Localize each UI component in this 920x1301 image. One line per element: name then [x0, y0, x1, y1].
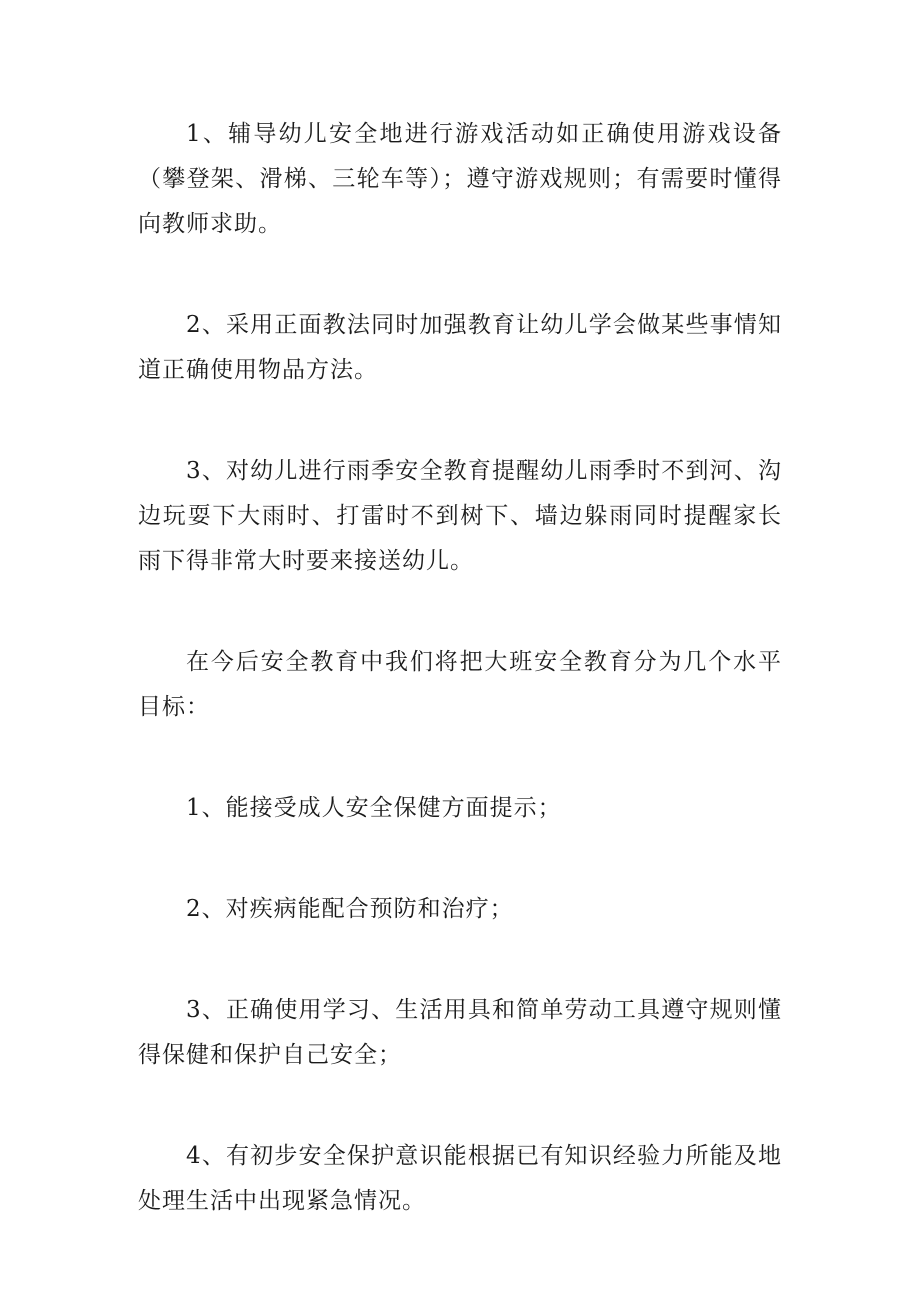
paragraph-goal-3: 3、正确使用学习、生活用具和简单劳动工具遵守规则懂得保健和保护自己安全； — [138, 997, 782, 1068]
paragraph-goals-intro: 在今后安全教育中我们将把大班安全教育分为几个水平目标： — [138, 649, 782, 720]
paragraph-positive-teaching: 2、采用正面教法同时加强教育让幼儿学会做某些事情知道正确使用物品方法。 — [138, 312, 782, 383]
paragraph-rainy-season-safety: 3、对幼儿进行雨季安全教育提醒幼儿雨季时不到河、沟边玩耍下大雨时、打雷时不到树下、墙边躲雨同时提醒家长雨下得非常大时要来接送幼儿。 — [138, 458, 782, 574]
paragraph-goal-4: 4、有初步安全保护意识能根据已有知识经验力所能及地处理生活中出现紧急情况。 — [138, 1143, 782, 1214]
paragraph-goal-1: 1、能接受成人安全保健方面提示； — [186, 795, 562, 821]
paragraph-goal-2: 2、对疾病能配合预防和治疗； — [186, 896, 514, 922]
paragraph-guide-play-safety: 1、辅导幼儿安全地进行游戏活动如正确使用游戏设备（攀登架、滑梯、三轮车等）；遵守游戏规则；有需要时懂得向教师求助。 — [138, 121, 782, 237]
